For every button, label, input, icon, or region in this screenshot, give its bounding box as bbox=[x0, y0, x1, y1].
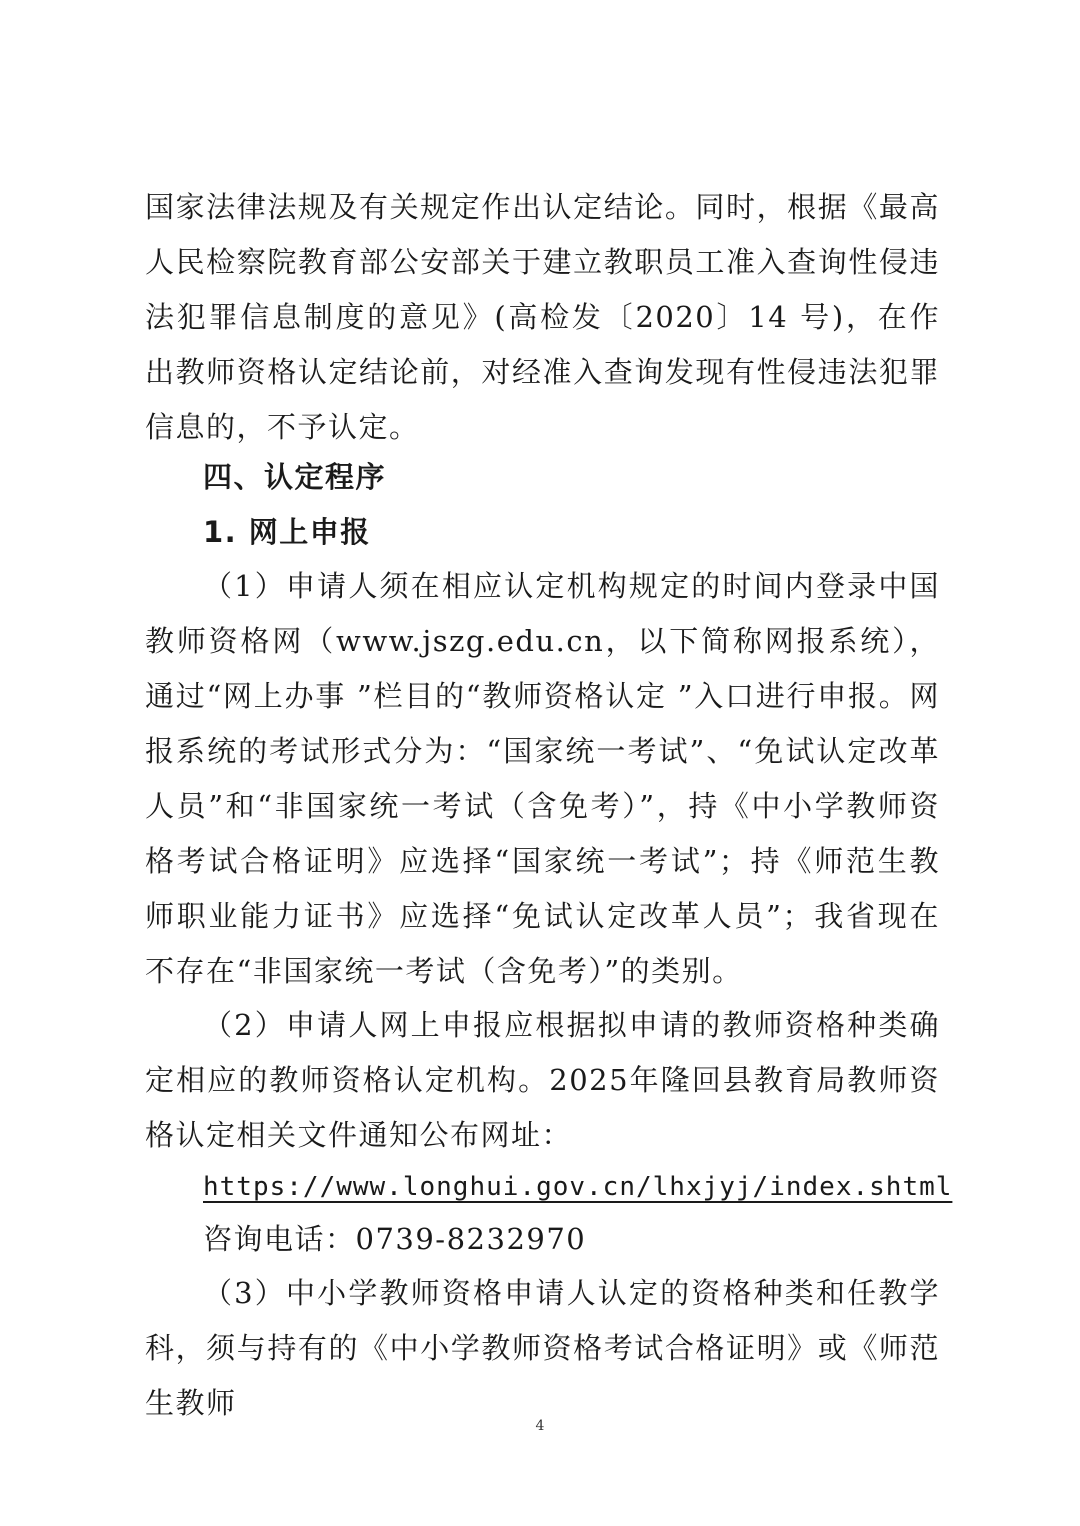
announcement-url-link[interactable]: https://www.longhui.gov.cn/lhxjyj/index.shtml bbox=[203, 1172, 953, 1202]
page-number: 4 bbox=[535, 1418, 545, 1434]
paragraph-online-registration: （1）申请人须在相应认定机构规定的时间内登录中国教师资格网（www.jszg.edu.cn，以下简称网报系统），通过“网上办事 ”栏目的“教师资格认定 ”入口进行申报。网报系统的考试形式分为：“国家统一考试”、“免试认定改革人员”和“非国家统一考试（含免考）”，持《中小学教师资格考试合格证明》应选择“国家统一考试”；持《师范生教师职业能力证书》应选择“免试认定改革人员”；我省现在不存在“非国家统一考试（含免考）”的类别。 bbox=[145, 569, 940, 988]
paragraph-qualification-type: （3）中小学教师资格申请人认定的资格种类和任教学科，须与持有的《中小学教师资格考试合格证明》或《师范生教师 bbox=[145, 1276, 940, 1420]
subsection-heading-online-application: 1. 网上申报 bbox=[203, 515, 371, 549]
paragraph-legal-basis: 国家法律法规及有关规定作出认定结论。同时，根据《最高人民检察院教育部公安部关于建立教职员工准入查询性侵违法犯罪信息制度的意见》(高检发〔2020〕14 号)，在作出教师资格认定结论前，对经准入查询发现有性侵违法犯罪信息的，不予认定。 bbox=[145, 190, 940, 444]
section-heading-procedure: 四、认定程序 bbox=[203, 460, 387, 494]
paragraph-certification-authority: （2）申请人网上申报应根据拟申请的教师资格种类确定相应的教师资格认定机构。2025年隆回县教育局教师资格认定相关文件通知公布网址： bbox=[145, 1008, 940, 1152]
url-line bbox=[203, 1158, 952, 1215]
consultation-phone: 咨询电话：0739-8232970 bbox=[203, 1222, 587, 1256]
